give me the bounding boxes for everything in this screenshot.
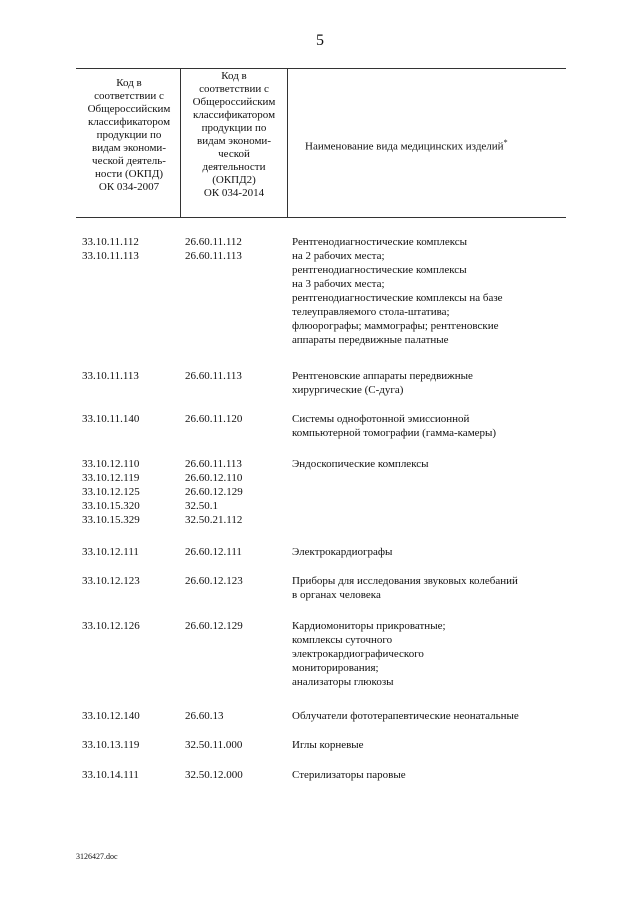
okpd-code-cell: 33.10.11.140 bbox=[82, 413, 140, 425]
okpd-code-cell: 33.10.11.113 bbox=[82, 370, 139, 382]
device-name-cell: Стерилизаторы паровые bbox=[292, 769, 406, 781]
okpd-code-cell: 33.10.12.126 bbox=[82, 620, 140, 632]
okpd2-code-cell: 26.60.11.120 bbox=[185, 413, 243, 425]
okpd2-code-cell: 32.50.11.000 bbox=[185, 739, 243, 751]
okpd2-code-cell: 26.60.11.112 26.60.11.113 bbox=[185, 236, 242, 262]
page-number: 5 bbox=[316, 32, 324, 49]
okpd2-code-cell: 26.60.11.113 26.60.12.110 26.60.12.129 32.50.1 32.50.21.112 bbox=[185, 458, 243, 526]
okpd2-code-cell: 26.60.12.111 bbox=[185, 546, 242, 558]
okpd-code-cell: 33.10.12.110 33.10.12.119 33.10.12.125 33.10.15.320 33.10.15.329 bbox=[82, 458, 140, 526]
okpd-code-cell: 33.10.14.111 bbox=[82, 769, 139, 781]
device-name-cell: Системы однофотонной эмиссионной компьютерной томографии (гамма-камеры) bbox=[292, 413, 497, 439]
header-footnote-mark: * bbox=[503, 138, 508, 147]
okpd2-code-cell: 32.50.12.000 bbox=[185, 769, 243, 781]
okpd-code-cell: 33.10.13.119 bbox=[82, 739, 140, 751]
device-name-cell: Приборы для исследования звуковых колебаний в органах человека bbox=[292, 575, 518, 601]
header-device-name-text: Наименование вида медицинских изделий bbox=[305, 140, 504, 153]
device-name-cell: Облучатели фототерапевтические неонатальные bbox=[292, 710, 519, 722]
header-okpd2: Код в соответствии с Общероссийским классификатором продукции по видам экономи- ческой деятельности (ОКПД2) ОК 034-2014 bbox=[192, 70, 276, 199]
device-name-cell: Рентгеновские аппараты передвижные хирургические (С-дуга) bbox=[292, 370, 473, 396]
device-name-cell: Эндоскопические комплексы bbox=[292, 458, 429, 470]
device-name-cell: Иглы корневые bbox=[292, 739, 364, 751]
okpd-code-cell: 33.10.12.111 bbox=[82, 546, 139, 558]
header-okpd: Код в соответствии с Общероссийским классификатором продукции по видам экономи- ческой деятель- ности (ОКПД) ОК 034-2007 bbox=[87, 77, 171, 193]
okpd2-code-cell: 26.60.12.129 bbox=[185, 620, 243, 632]
device-name-cell: Кардиомониторы прикроватные; комплексы суточного электрокардиографического мониторирования; анализаторы глюкозы bbox=[292, 620, 446, 688]
okpd2-code-cell: 26.60.11.113 bbox=[185, 370, 242, 382]
document-file-label: 3126427.doc bbox=[76, 852, 118, 861]
device-name-cell: Рентгенодиагностические комплексы на 2 рабочих места; рентгенодиагностические комплексы на 3 рабочих места; рентгенодиагностические комплексы на базе телеуправляемого стола-штатива; флюорографы; маммографы; рентгеновские аппараты передвижные палатные bbox=[292, 236, 503, 346]
okpd2-code-cell: 26.60.12.123 bbox=[185, 575, 243, 587]
okpd-code-cell: 33.10.12.140 bbox=[82, 710, 140, 722]
okpd2-code-cell: 26.60.13 bbox=[185, 710, 224, 722]
device-name-cell: Электрокардиографы bbox=[292, 546, 393, 558]
okpd-code-cell: 33.10.12.123 bbox=[82, 575, 140, 587]
okpd-code-cell: 33.10.11.112 33.10.11.113 bbox=[82, 236, 139, 262]
